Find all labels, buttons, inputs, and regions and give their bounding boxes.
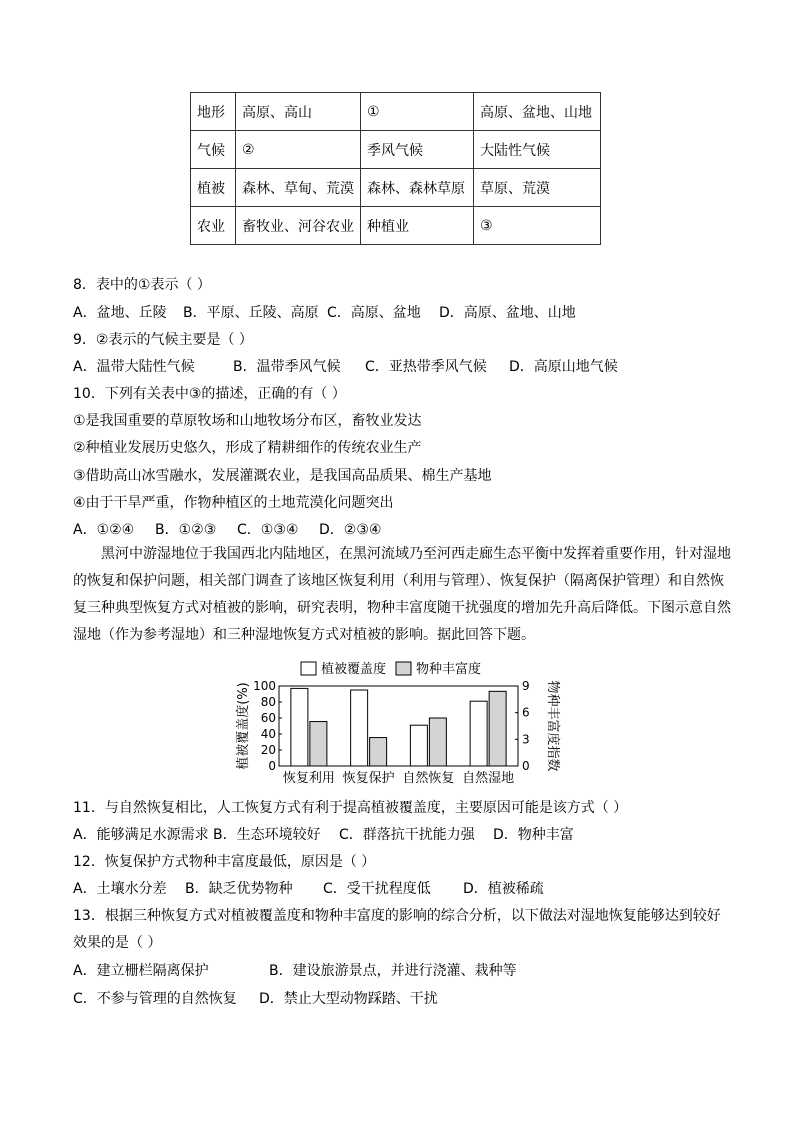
- y-tick-label: 80: [260, 695, 276, 709]
- option-a: A．能够满足水源需求: [73, 827, 209, 843]
- option-a: A．温带大陆性气候: [73, 359, 195, 375]
- table-row: [191, 169, 601, 207]
- table-cell: 高原、高山: [236, 93, 361, 131]
- table-row: [191, 93, 601, 131]
- table-cell: 植被: [191, 169, 236, 207]
- bar-chart: [0, 655, 794, 795]
- option-b: B．缺乏优势物种: [185, 881, 293, 897]
- option-c: C．亚热带季风气候: [365, 359, 487, 375]
- question-11-stem: 11．与自然恢复相比，人工恢复方式有利于提高植被覆盖度，主要原因可能是该方式（ ）: [73, 800, 628, 816]
- y-axis-label: 植被覆盖度(%): [236, 682, 251, 770]
- statement-2: ②种植业发展历史悠久，形成了精耕细作的传统农业生产: [73, 440, 422, 456]
- bar-vegetation-cover: [351, 690, 368, 766]
- option-c: C．高原、盆地: [327, 305, 421, 321]
- table-cell: 大陆性气候: [474, 131, 601, 169]
- legend-label: 物种丰富度: [416, 662, 482, 677]
- table-cell: ③: [474, 207, 601, 245]
- passage-text: 黑河中游湿地位于我国西北内陆地区，在黑河流域乃至河西走廊生态平衡中发挥着重要作用，针对湿地的恢复和保护问题，相关部门调查了该地区恢复利用（利用与管理）、恢复保护（隔离保护管理）和自然恢复三种典型恢复方式对植被的影响，研究表明，物种丰富度随干扰强度的增加先升高后降低。下图示意自然湿地（作为参考湿地）和三种湿地恢复方式对植被的影响。据此回答下题。: [73, 546, 731, 643]
- table-cell: 农业: [191, 207, 236, 245]
- question-13-stem: 13．根据三种恢复方式对植被覆盖度和物种丰富度的影响的综合分析，以下做法对湿地恢复能够达到较好: [73, 908, 721, 924]
- statement-3: ③借助高山冰雪融水，发展灌溉农业，是我国高品质果、棉生产基地: [73, 468, 492, 484]
- legend-label: 植被覆盖度: [321, 662, 387, 677]
- option-b: B．生态环境较好: [213, 827, 321, 843]
- option-a: A．①②④: [73, 522, 135, 538]
- table-cell: ①: [361, 93, 474, 131]
- y-tick-label: 20: [260, 743, 276, 757]
- question-11-options: [73, 824, 574, 844]
- bar-vegetation-cover: [470, 701, 487, 766]
- question-13-options-cd: [73, 988, 438, 1008]
- bar-species-richness: [429, 718, 446, 766]
- table-cell: 森林、森林草原: [361, 169, 474, 207]
- question-12-options: [73, 878, 544, 898]
- bar-vegetation-cover: [410, 725, 427, 766]
- question-13-options-ab: [73, 960, 517, 980]
- question-10-stem: 10．下列有关表中③的描述，正确的有（ ）: [73, 386, 346, 402]
- table-cell: 季风气候: [361, 131, 474, 169]
- option-d: D．禁止大型动物踩踏、干扰: [259, 991, 438, 1007]
- y2-tick-label: 6: [522, 705, 530, 720]
- table-cell: 气候: [191, 131, 236, 169]
- bar-species-richness: [370, 738, 387, 766]
- option-d: D．高原、盆地、山地: [439, 305, 576, 321]
- option-c: C．不参与管理的自然恢复: [73, 991, 237, 1007]
- question-8-stem: 8．表中的①表示（ ）: [73, 277, 211, 293]
- table-cell: 地形: [191, 93, 236, 131]
- y2-tick-label: 9: [522, 679, 530, 693]
- y2-axis-label: 物种丰富度指数: [545, 680, 560, 772]
- option-a: A．盆地、丘陵: [73, 305, 167, 321]
- question-12-stem: 12．恢复保护方式物种丰富度最低，原因是（ ）: [73, 854, 376, 870]
- table-cell: 种植业: [361, 207, 474, 245]
- question-10-options: [73, 519, 381, 539]
- y2-tick-label: 3: [522, 732, 530, 747]
- option-b: B．建设旅游景点，并进行浇灌、栽种等: [269, 963, 517, 979]
- table-cell: 森林、草甸、荒漠: [236, 169, 361, 207]
- statement-1: ①是我国重要的草原牧场和山地牧场分布区，畜牧业发达: [73, 413, 422, 429]
- option-d: D．植被稀疏: [463, 881, 544, 897]
- option-a: A．土壤水分差: [73, 881, 167, 897]
- option-b: B．平原、丘陵、高原: [183, 305, 319, 321]
- legend-swatch: [396, 662, 411, 675]
- x-tick-label: 自然湿地: [462, 771, 515, 786]
- option-d: D．高原山地气候: [509, 359, 618, 375]
- table-cell: 高原、盆地、山地: [474, 93, 601, 131]
- question-9-stem: 9．②表示的气候主要是（ ）: [73, 332, 253, 348]
- option-a: A．建立栅栏隔离保护: [73, 963, 209, 979]
- table-cell: 草原、荒漠: [474, 169, 601, 207]
- question-13-stem-cont: 效果的是（ ）: [73, 935, 162, 951]
- y-tick-label: 100: [253, 679, 276, 693]
- bar-vegetation-cover: [291, 688, 308, 766]
- option-d: D．物种丰富: [493, 827, 574, 843]
- statement-4: ④由于干旱严重，作物种植区的土地荒漠化问题突出: [73, 495, 394, 511]
- question-8-options: [73, 302, 576, 322]
- table-row: [191, 207, 601, 245]
- x-tick-label: 自然恢复: [402, 771, 455, 786]
- reading-passage: [73, 541, 733, 649]
- bar-species-richness: [489, 691, 506, 766]
- option-b: B．①②③: [155, 522, 217, 538]
- option-c: C．受干扰程度低: [323, 881, 431, 897]
- y2-tick-label: 0: [522, 759, 530, 773]
- table-cell: ②: [236, 131, 361, 169]
- bar-species-richness: [310, 722, 327, 766]
- y-tick-label: 60: [260, 711, 276, 725]
- x-tick-label: 恢复利用: [282, 771, 335, 786]
- option-b: B．温带季风气候: [233, 359, 341, 375]
- y-tick-label: 40: [260, 727, 276, 741]
- table-row: [191, 131, 601, 169]
- option-c: C．①③④: [237, 522, 299, 538]
- question-9-options: [73, 356, 618, 376]
- geography-table: [190, 92, 601, 245]
- x-tick-label: 恢复保护: [342, 771, 395, 786]
- y-tick-label: 0: [268, 759, 276, 773]
- option-c: C．群落抗干扰能力强: [339, 827, 475, 843]
- table-cell: 畜牧业、河谷农业: [236, 207, 361, 245]
- option-d: D．②③④: [319, 522, 382, 538]
- legend-swatch: [301, 662, 316, 675]
